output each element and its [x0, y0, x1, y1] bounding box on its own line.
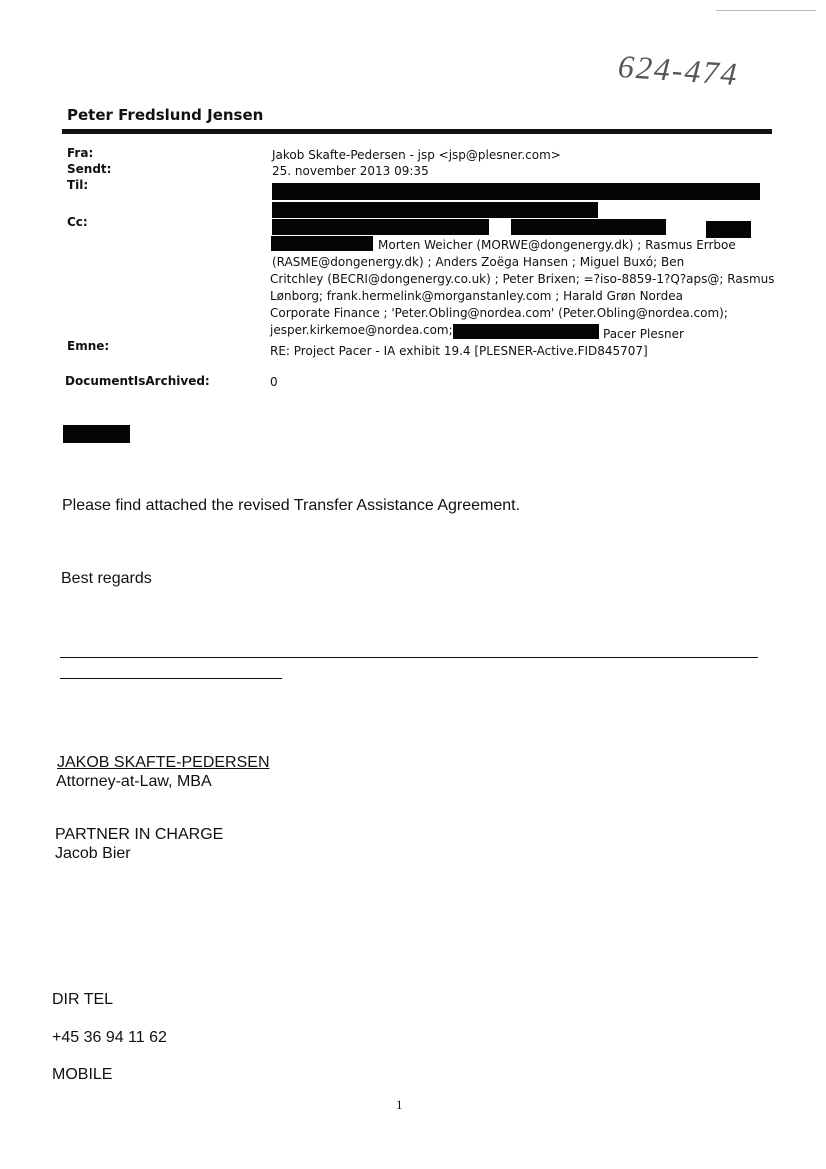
redaction-block [63, 425, 130, 443]
dir-tel-label: DIR TEL [52, 991, 114, 1008]
from-label: Fra: [67, 146, 94, 160]
archived-value: 0 [270, 375, 278, 389]
header-rule [62, 129, 772, 134]
cc-line-3: Critchley (BECRI@dongenergy.co.uk) ; Peter Brixen; =?iso-8859-1?Q?aps@; Rasmus [270, 272, 775, 286]
sent-label: Sendt: [67, 162, 112, 176]
header-owner-name: Peter Fredslund Jensen [67, 106, 264, 124]
cc-label: Cc: [67, 215, 88, 229]
redaction-block [272, 219, 489, 235]
cc-line-4: Lønborg; frank.hermelink@morganstanley.com ; Harald Grøn Nordea [270, 289, 683, 303]
subject-value: RE: Project Pacer - IA exhibit 19.4 [PLESNER-Active.FID845707] [270, 344, 648, 358]
signature-name: JAKOB SKAFTE-PEDERSEN [57, 754, 270, 771]
cc-line-6: jesper.kirkemoe@nordea.com; [270, 323, 453, 337]
dir-tel-value: +45 36 94 11 62 [52, 1029, 167, 1046]
handwritten-reference: 624-474 [616, 47, 740, 93]
archived-label: DocumentIsArchived: [65, 374, 210, 388]
separator-line-short [60, 678, 282, 679]
scan-mark [716, 10, 816, 11]
sent-value: 25. november 2013 09:35 [272, 164, 429, 178]
partner-heading: PARTNER IN CHARGE [55, 826, 224, 843]
subject-label: Emne: [67, 339, 110, 353]
redaction-block [511, 219, 666, 235]
cc-line-5: Corporate Finance ; 'Peter.Obling@nordea.com' (Peter.Obling@nordea.com); [270, 306, 728, 320]
redaction-block [706, 221, 751, 238]
cc-line-1: Morten Weicher (MORWE@dongenergy.dk) ; Rasmus Errboe [378, 238, 736, 252]
cc-line-2: (RASME@dongenergy.dk) ; Anders Zoëga Hansen ; Miguel Buxó; Ben [272, 255, 685, 269]
redaction-block [271, 236, 373, 251]
separator-line [60, 657, 758, 658]
redaction-block [272, 202, 598, 218]
partner-name: Jacob Bier [55, 845, 131, 862]
mobile-label: MOBILE [52, 1066, 113, 1083]
body-closing: Best regards [61, 570, 152, 587]
cc-line-7: Pacer Plesner [603, 327, 684, 341]
body-message: Please find attached the revised Transfer Assistance Agreement. [62, 497, 521, 514]
page-number: 1 [396, 1097, 403, 1112]
to-label: Til: [67, 178, 89, 192]
signature-title: Attorney-at-Law, MBA [56, 773, 212, 790]
redaction-block [453, 324, 599, 339]
redaction-block [272, 183, 760, 200]
from-value: Jakob Skafte-Pedersen - jsp <jsp@plesner.com> [272, 148, 561, 162]
